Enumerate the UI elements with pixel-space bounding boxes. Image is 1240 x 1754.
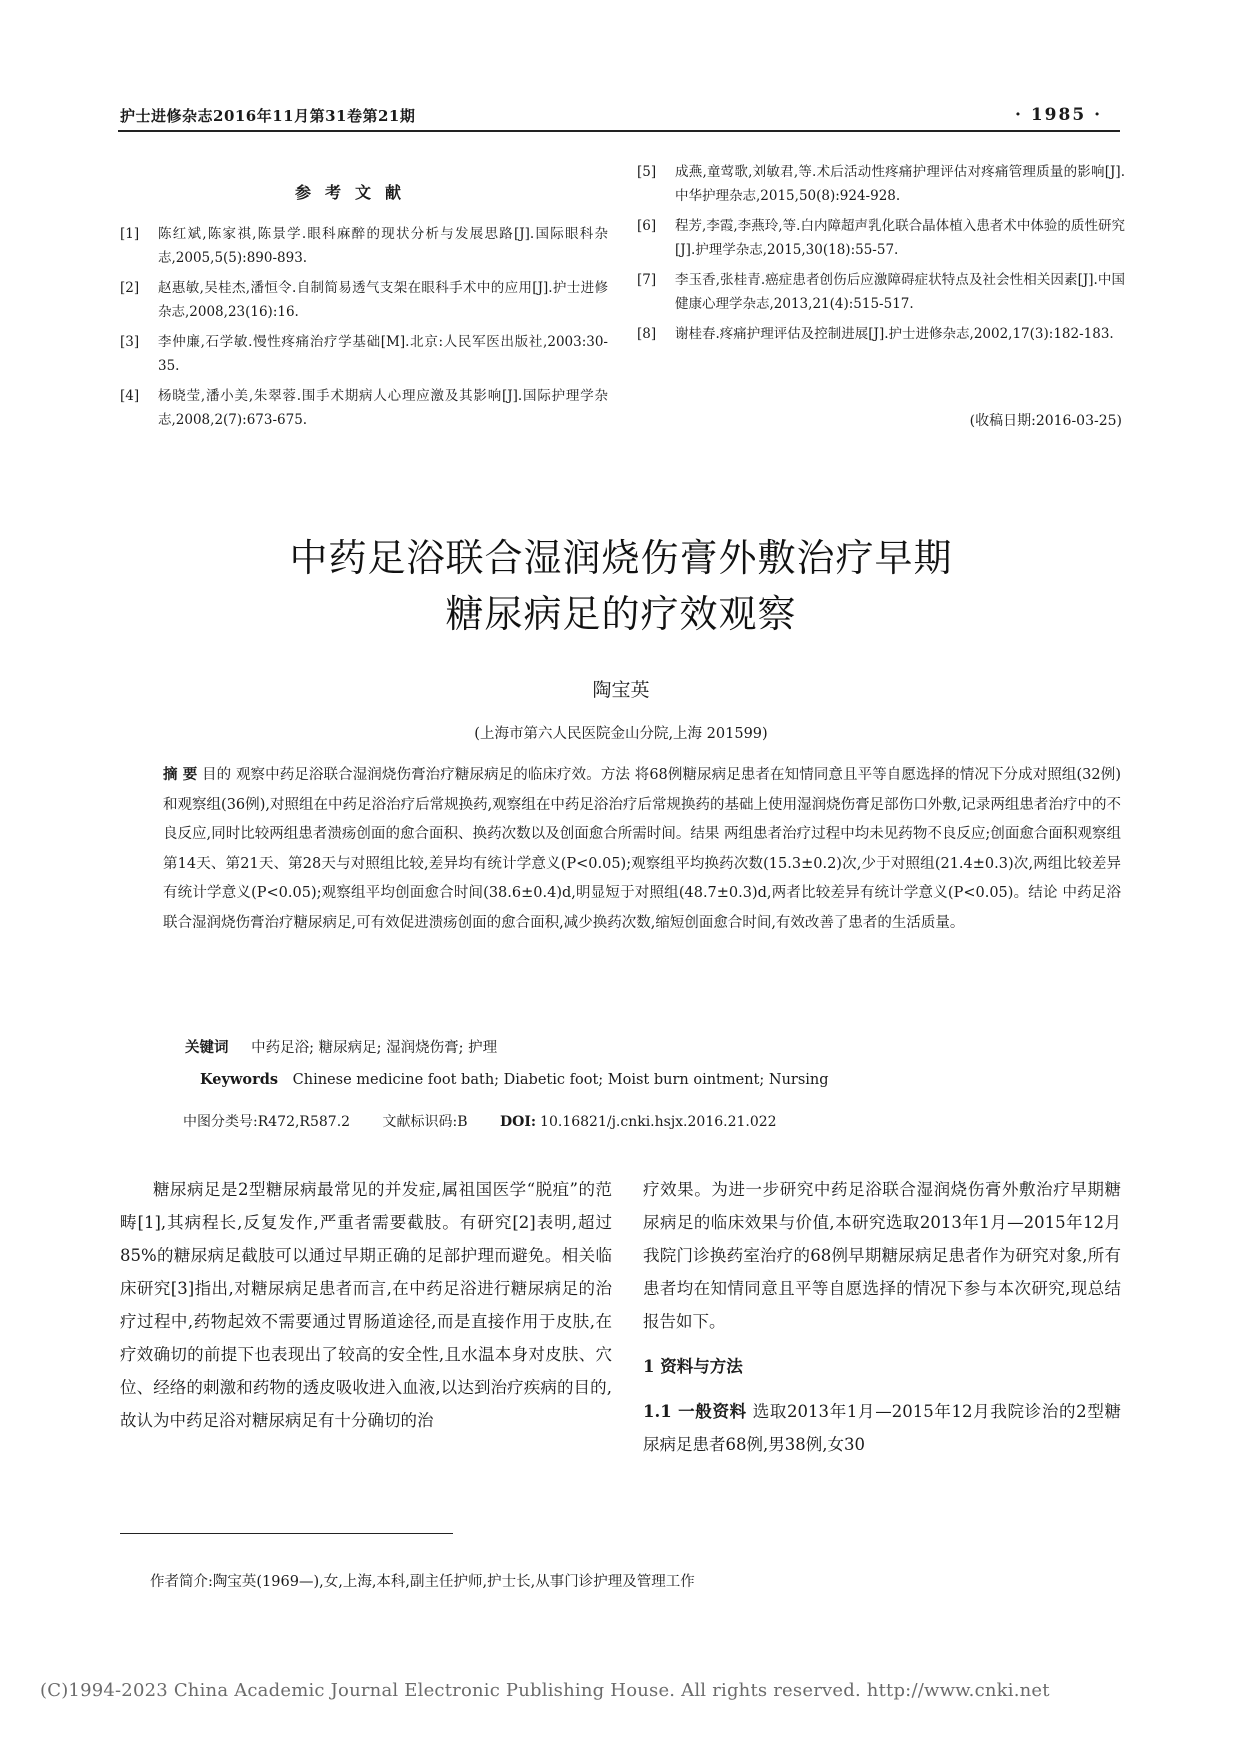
reference-text: 陈红斌,陈家祺,陈景学.眼科麻醉的现状分析与发展思路[J].国际眼科杂志,2005,5(5):890-893. [158,226,608,266]
reference-text: 赵惠敏,吴桂杰,潘恒令.自制简易透气支架在眼科手术中的应用[J].护士进修杂志,2008,23(16):16. [158,280,608,320]
section-heading: 1 资料与方法 [643,1357,743,1376]
reference-item [120,384,608,432]
subsection-text: 选取2013年1月—2015年12月我院诊治的2型糖尿病足患者68例,男38例,女30 [643,1402,1122,1454]
references-left-column [120,222,608,438]
article-title [120,530,1122,642]
keywords-cn [185,1036,1121,1057]
document-code: 文献标识码:B [382,1114,468,1130]
body-left-column [120,1173,612,1437]
reference-item [637,268,1125,316]
body-paragraph: 疗效果。为进一步研究中药足浴联合湿润烧伤膏外敷治疗早期糖尿病足的临床效果与价值,本研究选取2013年1月—2015年12月我院门诊换药室治疗的68例早期糖尿病足患者作为研究对象,所有患者均在知情同意且平等自愿选择的情况下参与本次研究,现总结报告如下。 [643,1180,1121,1331]
keywords-en [200,1071,1121,1088]
reference-text: 李玉香,张桂青.癌症患者创伤后应激障碍症状特点及社会性相关因素[J].中国健康心理学杂志,2013,21(4):515-517. [675,272,1125,312]
reference-item [637,214,1125,262]
reference-number: [1] [120,226,140,242]
keywords-en-text: Chinese medicine foot bath; Diabetic foot; Moist burn ointment; Nursing [292,1072,829,1088]
reference-item [120,276,608,324]
reference-text: 成燕,童莺歌,刘敏君,等.术后活动性疼痛护理评估对疼痛管理质量的影响[J].中华护理杂志,2015,50(8):924-928. [675,164,1125,204]
body-right-column [643,1173,1121,1461]
reference-item [120,222,608,270]
references-right-column [637,160,1125,352]
abstract [163,760,1121,938]
reference-item [637,322,1125,346]
reference-number: [6] [637,218,657,234]
reference-number: [5] [637,164,657,180]
subsection-label: 1.1 一般资料 [643,1402,747,1421]
author-footnote: 作者简介:陶宝英(1969—),女,上海,本科,副主任护师,护士长,从事门诊护理及管理工作 [150,1574,695,1590]
reference-text: 杨晓莹,潘小美,朱翠蓉.围手术期病人心理应激及其影响[J].国际护理学杂志,2008,2(7):673-675. [158,388,608,428]
reference-text: 程芳,李霞,李燕玲,等.白内障超声乳化联合晶体植入患者术中体验的质性研究[J].护理学杂志,2015,30(18):55-57. [675,218,1125,258]
reference-number: [7] [637,272,657,288]
author-name: 陶宝英 [592,679,650,701]
keywords-label: 关键词 [185,1039,229,1056]
reference-text: 谢桂春.疼痛护理评估及控制进展[J].护士进修杂志,2002,17(3):182-183. [675,326,1114,342]
reference-number: [2] [120,280,140,296]
article-title-line-2: 糖尿病足的疗效观察 [445,592,797,636]
reference-number: [3] [120,334,140,350]
received-date: (收稿日期:2016-03-25) [969,413,1122,429]
clc-number: 中图分类号:R472,R587.2 [183,1114,351,1130]
doi-label: DOI: [499,1114,537,1130]
keywords-en-label: Keywords [200,1071,279,1088]
reference-number: [8] [637,326,657,342]
classification-line [183,1111,1121,1131]
author-affiliation: (上海市第六人民医院金山分院,上海 201599) [474,726,768,742]
abstract-text: 目的 观察中药足浴联合湿润烧伤膏治疗糖尿病足的临床疗效。方法 将68例糖尿病足患者在知情同意且平等自愿选择的情况下分成对照组(32例)和观察组(36例),对照组在中药足浴治疗后常规换药,观察组在中药足浴治疗后常规换药的基础上使用湿润烧伤膏足部伤口外敷,记录两组患者治疗中的不良反应,同时比较两组患者溃疡创面的愈合面积、换药次数以及创面愈合所需时间。结果 两组患者治疗过程中均未见药物不良反应;创面愈合面积观察组第14天、第21天、第28天与对照组比较,差异均有统计学意义(P<0.05);观察组平均换药次数(15.3±0.2)次,少于对照组(21.4±0.3)次,两组比较差异有统计学意义(P<0.05);观察组平均创面愈合时间(38.6±0.4)d,明显短于对照组(48.7±0.3)d,两者比较差异有统计学意义(P<0.05)。结论 中药足浴联合湿润烧伤膏治疗糖尿病足,可有效促进溃疡创面的愈合面积,减少换药次数,缩短创面愈合时间,有效改善了患者的生活质量。 [163,767,1121,931]
page-number: · 1985 · [1015,105,1102,125]
journal-header: 护士进修杂志2016年11月第31卷第21期 [120,107,416,125]
copyright-watermark: (C)1994-2023 China Academic Journal Electronic Publishing House. All rights reserved. http://www.cnki.net [40,1680,1050,1701]
body-paragraph: 糖尿病足是2型糖尿病最常见的并发症,属祖国医学“脱疽”的范畴[1],其病程长,反复发作,严重者需要截肢。有研究[2]表明,超过85%的糖尿病足截肢可以通过早期正确的足部护理而避免。相关临床研究[3]指出,对糖尿病足患者而言,在中药足浴进行糖尿病足的治疗过程中,药物起效不需要通过胃肠道途径,而是直接作用于皮肤,在疗效确切的前提下也表现出了较高的安全性,且水温本身对皮肤、穴位、经络的刺激和药物的透皮吸收进入血液,以达到治疗疾病的目的,故认为中药足浴对糖尿病足有十分确切的治 [120,1180,612,1430]
reference-number: [4] [120,388,140,404]
keywords-text: 中药足浴; 糖尿病足; 湿润烧伤膏; 护理 [251,1040,498,1056]
subsection-paragraph [643,1395,1121,1461]
abstract-label: 摘 要 [163,766,198,783]
footnote-divider [120,1533,453,1534]
reference-text: 李仲廉,石学敏.慢性疼痛治疗学基础[M].北京:人民军医出版社,2003:30-35. [158,334,608,374]
doi-value: 10.16821/j.cnki.hsjx.2016.21.022 [540,1114,777,1130]
header-divider [118,130,1120,132]
reference-item [120,330,608,378]
references-heading: 参考文献 [295,183,416,202]
reference-item [637,160,1125,208]
article-title-line-1: 中药足浴联合湿润烧伤膏外敷治疗早期 [289,536,953,580]
